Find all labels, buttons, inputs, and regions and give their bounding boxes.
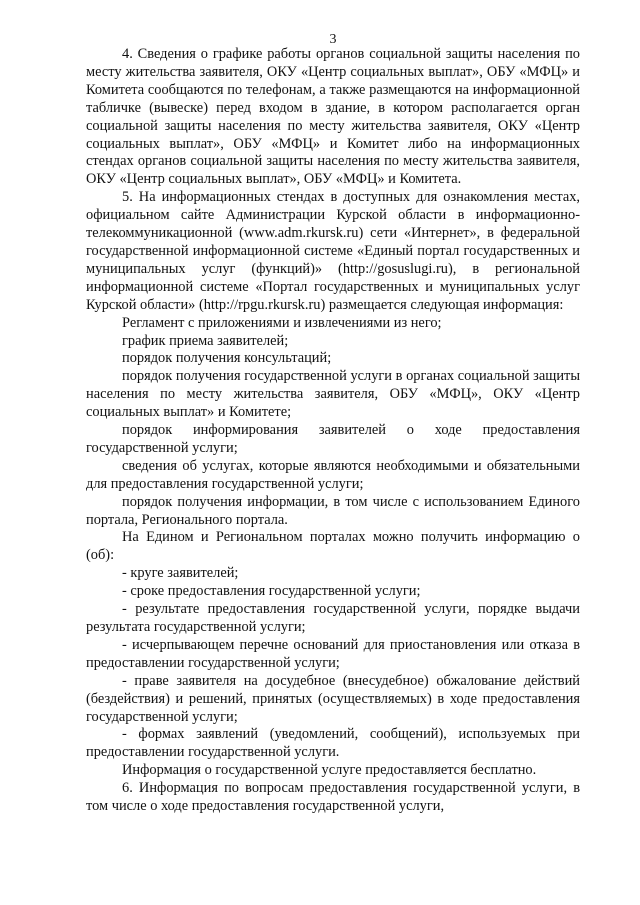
paragraph: Информация о государственной услуге предоставляется бесплатно. <box>122 762 537 779</box>
paragraph: сведения об услугах, которые являются необходимыми и обязательными для предоставления государственной услуги; <box>86 457 580 492</box>
list-item: - праве заявителя на досудебное (внесудебное) обжалование действий (бездействия) и решений, принятых (осуществляемых) в ходе предоставления государственной услуги; <box>86 672 580 725</box>
paragraph: 6. Информация по вопросам предоставления государственной услуги, в том числе о ходе предоставления государственной услуги, <box>86 780 580 815</box>
paragraph: график приема заявителей; <box>122 332 289 349</box>
list-item: - круге заявителей; <box>122 565 239 582</box>
list-item: - результате предоставления государственной услуги, порядке выдачи результата государственной услуги; <box>86 601 580 635</box>
paragraph: порядок получения консультаций; <box>122 350 332 367</box>
document-body <box>86 46 580 816</box>
paragraph: Регламент с приложениями и извлечениями из него; <box>122 314 442 331</box>
paragraph: порядок получения информации, в том числе с использованием Единого портала, Регионального портала. <box>86 493 580 528</box>
page-number: 3 <box>329 32 337 47</box>
paragraph: На Едином и Региональном порталах можно получить информацию о (об): <box>86 529 580 564</box>
paragraph: 4. Сведения о графике работы органов социальной защиты населения по месту жительства заявителя, ОКУ «Центр социальных выплат», ОБУ «МФЦ» и Комитета сообщаются по телефонам, а также размещаются на информационной табличке (вывеске) перед входом в здание, в котором располагается орган социальной защиты населения по месту жительства заявителя, ОКУ «Центр социальных выплат», ОБУ «МФЦ» и Комитет либо на информационных стендах органов социальной защиты населения по месту жительства заявителя, ОКУ «Центр социальных выплат», ОБУ «МФЦ» и Комитета. <box>86 46 580 188</box>
list-item: - исчерпывающем перечне оснований для приостановления или отказа в предоставлении государственной услуги; <box>86 636 580 671</box>
paragraph: порядок получения государственной услуги в органах социальной защиты населения по месту жительства заявителя, ОБУ «МФЦ», ОКУ «Центр социальных выплат» и Комитете; <box>86 368 580 421</box>
list-item: - формах заявлений (уведомлений, сообщений), используемых при предоставлении государственной услуги. <box>86 726 580 761</box>
paragraph: 5. На информационных стендах в доступных для ознакомления местах, официальном сайте Администрации Курской области в информационно- телекоммуникационной (www.adm.rkursk.ru) сети «Интернет», в федеральной государственной информационной системе «Единый портал государственных и муниципальных услуг (функций)» (http://gosuslugi.ru), в региональной информационной системе «Портал государственных и муниципальных услуг Курской области» (http://rpgu.rkursk.ru) размещается следующая информация: <box>86 189 580 313</box>
list-item: - сроке предоставления государственной услуги; <box>122 583 421 600</box>
paragraph: порядок информирования заявителей о ходе предоставления государственной услуги; <box>86 422 580 456</box>
